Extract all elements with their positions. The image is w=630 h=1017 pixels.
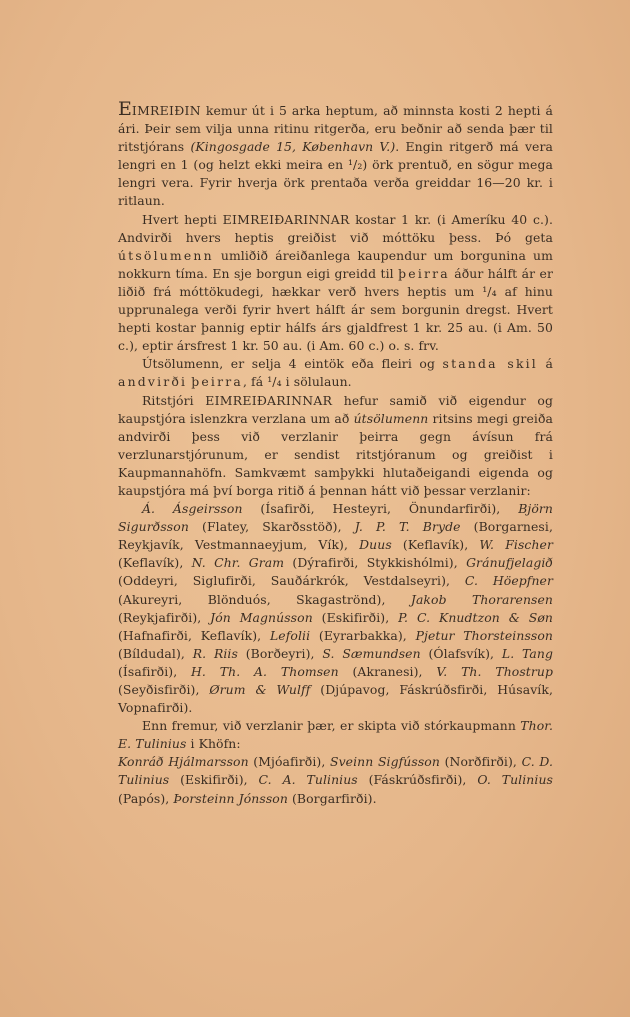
journal-title: IMREIÐIN — [131, 103, 201, 118]
journal-name: EIMREIÐARINNAR — [222, 211, 350, 227]
agreement-paragraph: Ritstjóri EIMREIÐARINNAR hefur samið við eigendur og kaupstjóra islenzkra verzlana um að útsölumenn ritsins megi greiða andvirði þess við verzlanir þeirra gegn ávísun frá verzlunarstjórunum, er sendist ritstjóranum og greiðist i Kaupmannahöfn. Samkvæmt samþykki hlutaðeigandi eigenda og kaupstjóra má því borga ritið á þennan hátt við þessar verzlanir: — [118, 392, 553, 498]
tulinius-paragraph: Enn fremur, við verzlanir þær, er skipta við stórkaupmann Thor. E. Tulinius i Khöfn: — [118, 718, 553, 752]
merchant-name: Duus — [359, 537, 392, 553]
text-block — [118, 100, 553, 808]
journal-name: EIMREIÐARINNAR — [205, 392, 333, 408]
merchant-place: (Bíldudal), — [118, 645, 193, 661]
merchant-name: S. Sæmundsen — [322, 645, 421, 661]
merchant-name: C. A. Tulinius — [258, 772, 358, 788]
merchant-name: Pjetur Thorsteinsson — [415, 627, 553, 643]
merchant-name: Lefolii — [269, 627, 311, 643]
merchant-name: Ørum & Wulff — [209, 682, 311, 697]
merchant-place: (Mjóafirði), — [248, 754, 330, 770]
merchant-place: (Ólafsvík), — [420, 645, 502, 661]
merchant-name: Jakob Thorarensen — [410, 591, 553, 607]
merchant-place: (Keflavík), — [391, 537, 480, 553]
merchant-place: (Eskifirði), — [312, 609, 399, 625]
merchant-name: Björn Sigurðsson — [118, 501, 553, 535]
merchant-place: (Keflavík), — [118, 555, 192, 571]
merchant-place: (Flatey, Skarðsstöð), — [188, 519, 355, 535]
merchant-place: (Eyrarbakka), — [310, 627, 416, 643]
merchant-name: C. Höepfner — [464, 573, 554, 589]
merchant-place: (Papós), — [118, 790, 174, 806]
merchant-name: R. Riis — [192, 645, 238, 661]
merchant-name: Þorsteinn Jónsson — [173, 790, 288, 806]
merchant-name: Gránufjelagið — [466, 555, 553, 571]
merchant-name: H. Th. A. Thomsen — [191, 663, 339, 679]
merchant-place: (Reykjafirði), — [118, 609, 211, 625]
merchant-name: O. Tulinius — [477, 772, 553, 788]
merchant-name: J. P. T. Bryde — [354, 519, 461, 535]
tulinius-list — [118, 753, 553, 807]
merchant-place: (Fáskrúðsfirði), — [357, 772, 478, 788]
merchant-place: (Djúpavog, Fáskrúðsfirði, Húsavík, Vopnafirði). — [118, 682, 554, 716]
merchant-place: (Oddeyri, Siglufirði, Sauðárkrók, Vestdalseyri), — [118, 573, 465, 589]
merchant-place: (Akranesi), — [338, 663, 437, 679]
merchant-name: N. Chr. Gram — [191, 555, 285, 571]
merchant-place: (Borðeyri), — [237, 645, 323, 661]
merchant-place: (Borgarfirði). — [287, 790, 377, 806]
merchant-place: (Ísafirði, Hesteyri, Önundarfirði), — [242, 501, 519, 517]
merchant-name: V. Th. Thostrup — [436, 663, 554, 679]
merchant-name: Jón Magnússon — [210, 609, 313, 625]
price-paragraph: Hvert hepti EIMREIÐARINNAR kostar 1 kr. (i Ameríku 40 c.). Andvirði hvers heptis greiðist við móttöku þess. Þó geta útsölumenn umliðið áreiðanlega kaupendur um borgunina um nokkurn tíma. En sje borgun eigi greidd til þeirra áður hálft ár er liðið frá móttökudegi, hækkar verð hvers heptis um ¹/₄ af hinu upprunalega verði fyrir hvert hálft ár sem borgunin dregst. Hvert hepti kostar þannig eptir hálfs árs gjaldfrest 1 kr. 25 au. (i Am. 50 c.), eptir ársfrest 1 kr. 50 au. (i Am. 60 c.) o. s. frv. — [118, 211, 553, 354]
merchant-name: Konráð Hjálmarsson — [118, 754, 249, 770]
merchant-place: (Ísafirði), — [118, 663, 192, 679]
merchant-name: Á. Ásgeirsson — [142, 501, 243, 517]
merchant-list — [118, 500, 553, 717]
merchant-place: (Eskifirði), — [169, 772, 259, 788]
editor-address: (Kingosgade 15, København V.) — [190, 139, 396, 155]
merchant-name: P. C. Knudtzon & Søn — [398, 609, 553, 625]
merchant-place: (Norðfirði), — [439, 754, 522, 770]
merchant-place: (Akureyri, Blönduós, Skagaströnd), — [118, 591, 411, 607]
commission-paragraph: Útsölumenn, er selja 4 eintök eða fleiri og standa skil á andvirði þeirra, fá ¹/₄ i sölulaun. — [118, 356, 553, 390]
merchant-place: (Hafnafirði, Keflavík), — [118, 627, 270, 643]
merchant-name: C. D. Tulinius — [118, 754, 554, 788]
merchant-name: W. Fischer — [479, 537, 553, 553]
merchant-name: Sveinn Sigfússon — [329, 754, 440, 770]
merchant-place: (Borgarnesi, Reykjavík, Vestmannaeyjum, Vík), — [118, 519, 553, 553]
drop-cap: E — [118, 98, 132, 120]
merchant-name: L. Tang — [501, 645, 553, 661]
merchant-place: (Seyðisfirði), — [118, 682, 210, 697]
merchant-place: (Dýrafirði, Stykkishólmi), — [284, 555, 467, 571]
intro-paragraph: EIMREIÐIN kemur út i 5 arka heptum, að minnsta kosti 2 hepti á ári. Þeir sem vilja unna ritinu ritgerða, eru beðnir að senda þær til ritstjórans (Kingosgade 15, København V.). Engin ritgerð má vera lengri en 1 (og helzt ekki meira en ¹/₂) örk prentuð, en sögur mega lengri vera. Fyrir hverja örk prentaða verða greiddar 16—20 kr. i ritlaun. — [118, 98, 554, 209]
